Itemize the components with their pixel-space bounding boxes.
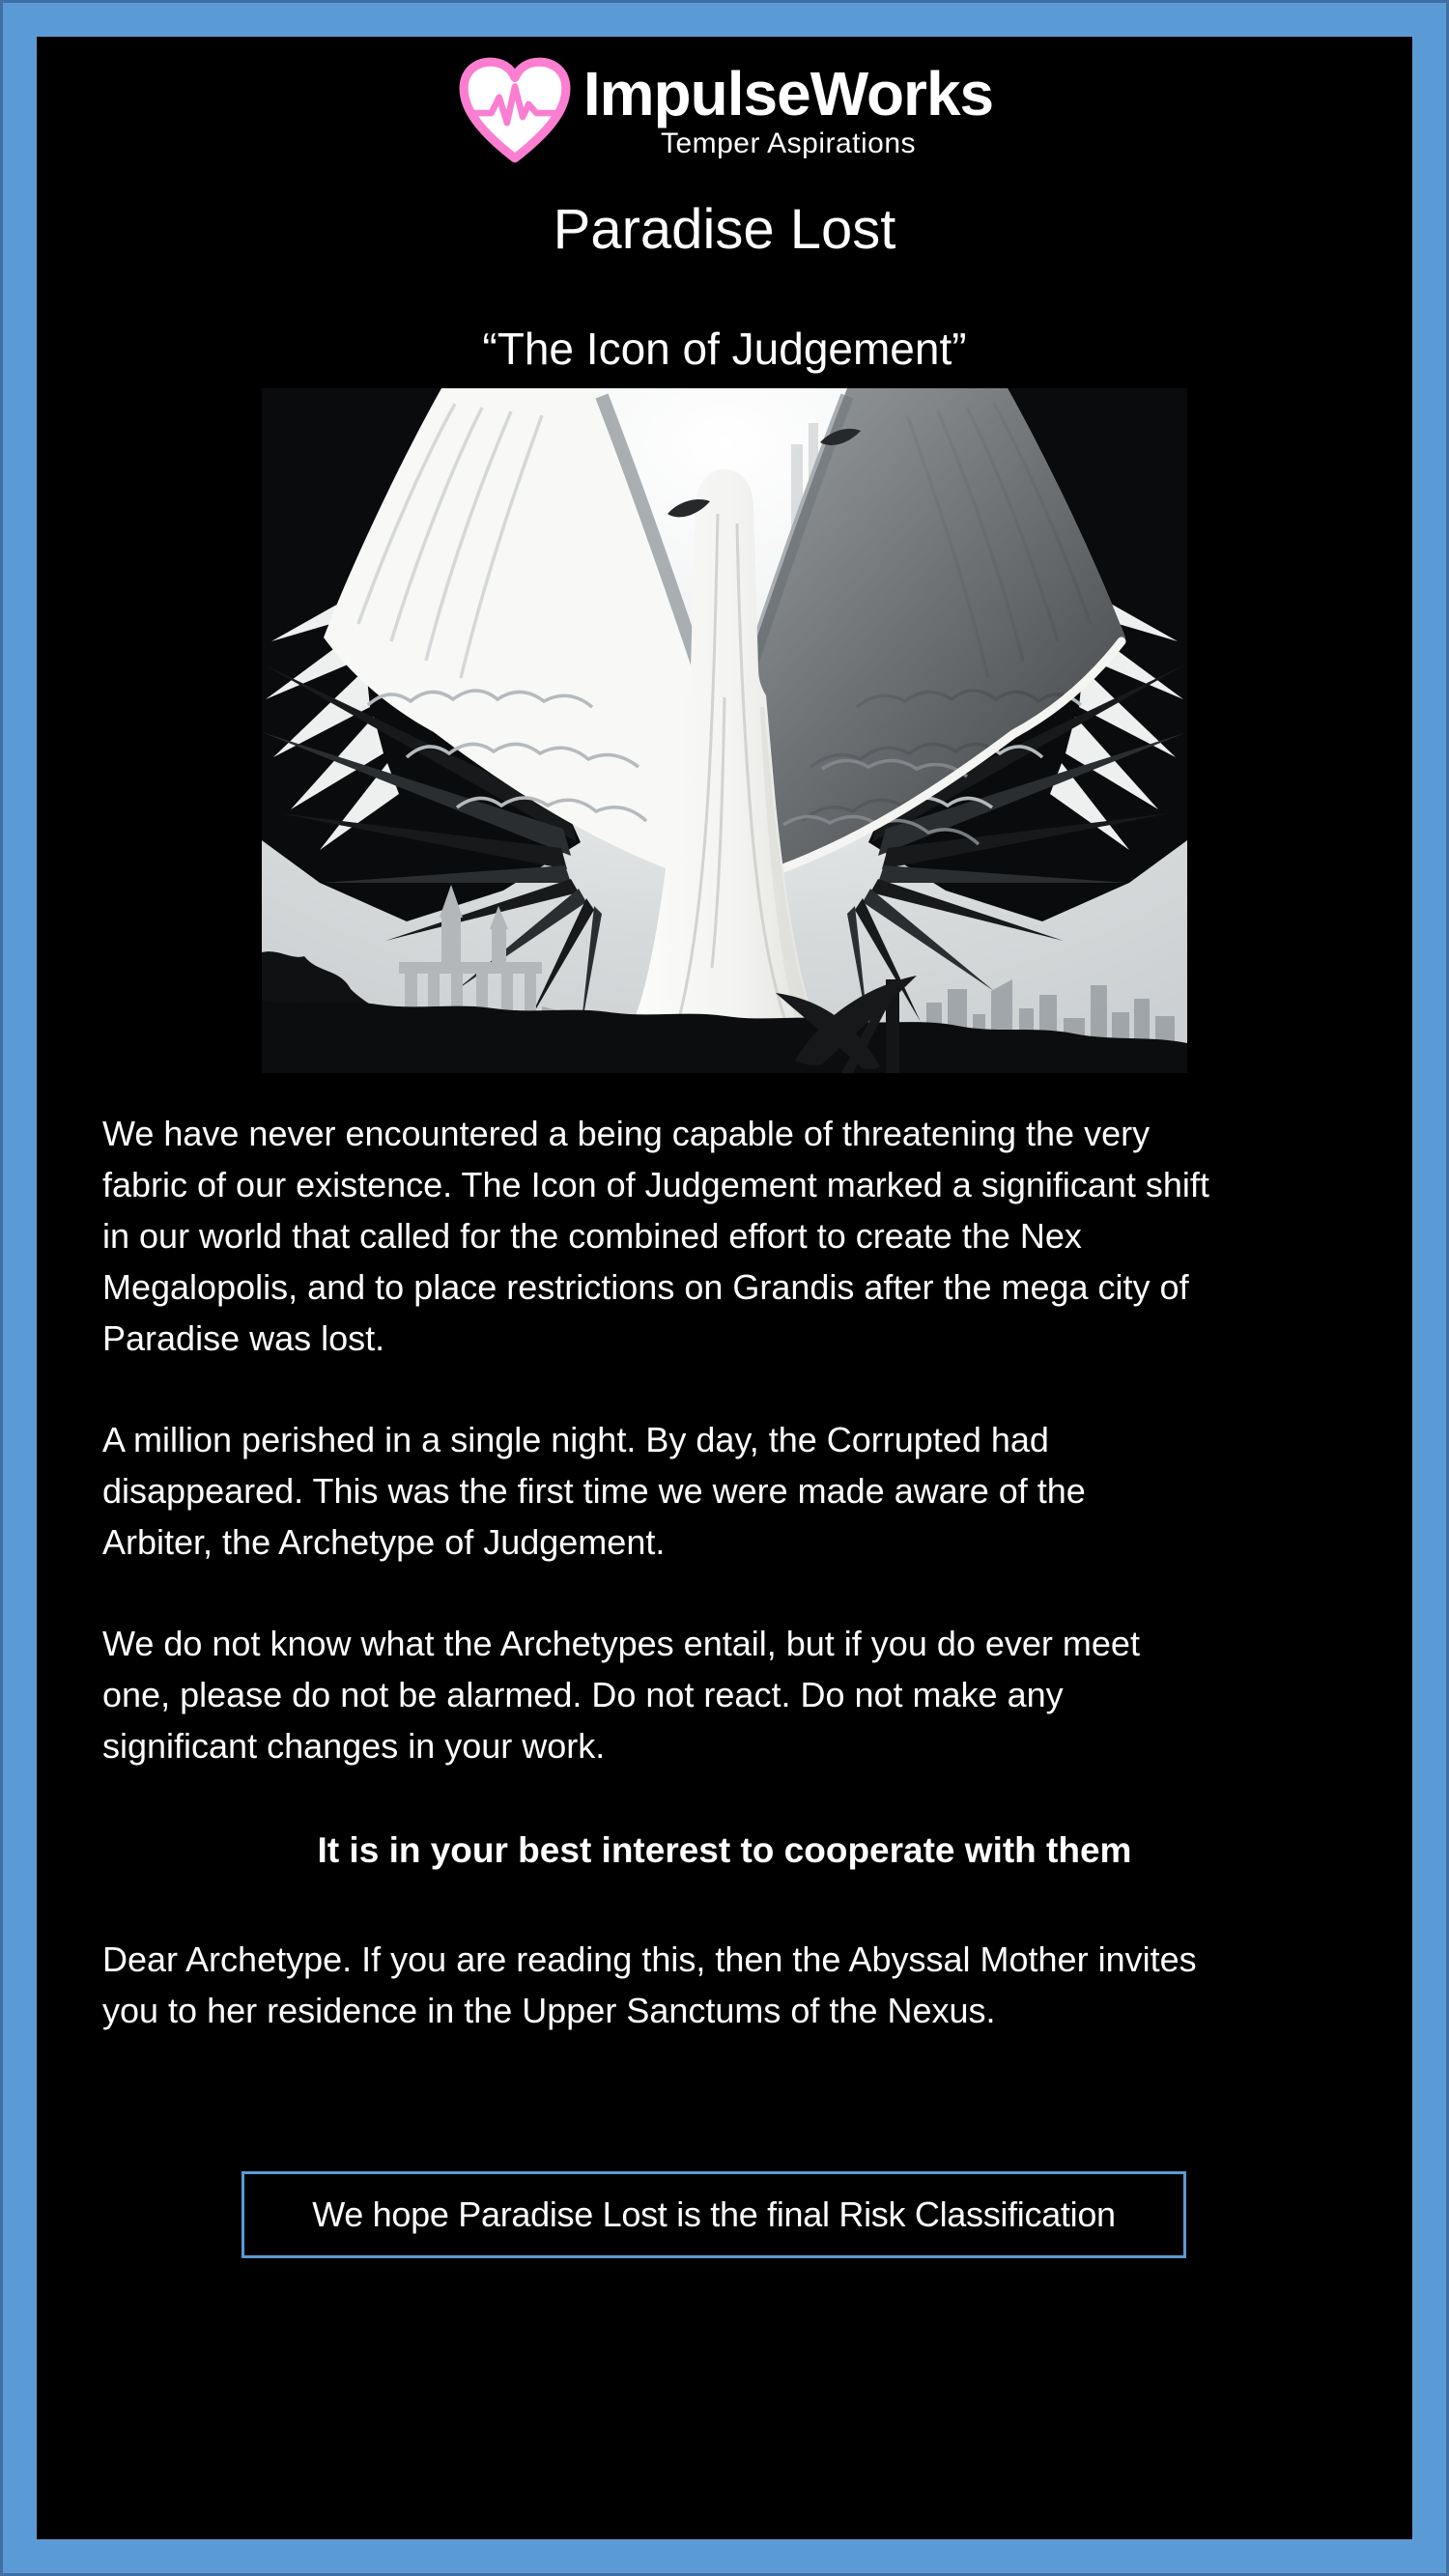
brand-name: ImpulseWorks [582, 58, 994, 128]
paragraph-line: Paradise was lost. [102, 1317, 385, 1358]
paragraph-line: We have never encountered a being capable of threatening the very [102, 1113, 1151, 1153]
paragraph-line: fabric of our existence. The Icon of Judgement marked a significant shift [102, 1164, 1209, 1204]
paragraph [102, 1414, 1347, 1568]
paragraph [102, 1618, 1347, 1771]
paragraph-line: one, please do not be alarmed. Do not react. Do not make any [102, 1674, 1064, 1714]
risk-classification-box [242, 2171, 1186, 2258]
brand-block [582, 58, 994, 160]
paragraph-line: disappeared. This was the first time we were made aware of the [102, 1470, 1086, 1511]
icon-of-judgement-artwork [262, 388, 1187, 1073]
paragraph-line: We do not know what the Archetypes entail, but if you do ever meet [102, 1623, 1140, 1663]
paragraph-line: Megalopolis, and to place restrictions on Grandis after the mega city of [102, 1266, 1189, 1307]
heart-pulse-icon [456, 56, 574, 166]
page [37, 37, 1412, 2539]
paragraph-line: Dear Archetype. If you are reading this, then the Abyssal Mother invites [102, 1939, 1197, 1979]
paragraph-line: Arbiter, the Archetype of Judgement. [102, 1521, 666, 1562]
paragraph [102, 1108, 1347, 1364]
page-title: Paradise Lost [553, 198, 896, 261]
paragraph [102, 1934, 1347, 2036]
emphasis-line: It is in your best interest to cooperate with them [317, 1829, 1132, 1870]
brand-tagline: Temper Aspirations [660, 127, 917, 159]
paragraph-line: you to her residence in the Upper Sanctums of the Nexus. [102, 1990, 996, 2030]
paragraph-line: A million perished in a single night. By day, the Corrupted had [102, 1419, 1049, 1459]
body-text [37, 1073, 1412, 2036]
risk-classification-label: We hope Paradise Lost is the final Risk Classification [312, 2194, 1116, 2234]
logo [37, 37, 1412, 166]
paragraph-line: significant changes in your work. [102, 1725, 606, 1766]
paragraph-line: in our world that called for the combined effort to create the Nex [102, 1215, 1082, 1256]
page-subtitle: “The Icon of Judgement” [482, 323, 967, 374]
